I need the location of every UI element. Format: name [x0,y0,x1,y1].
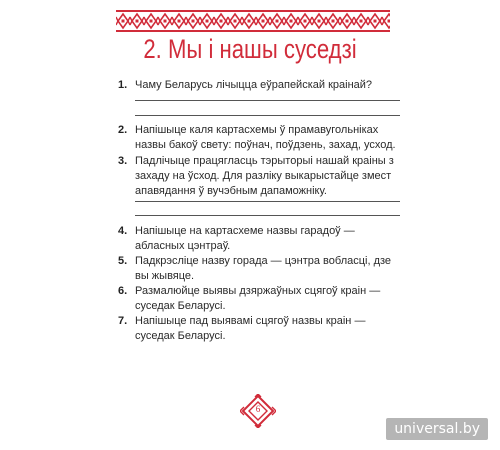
question-text: Напішыце на картасхеме назвы гарадоў — абласных цэнтраў. [135,225,355,252]
ornament-band [116,10,390,32]
question-number: 1. [118,79,128,91]
question-text: Падкрэсліце назву горада — цэнтра вобласці, дзе вы жывяце. [135,255,392,282]
question-number: 7. [118,315,128,327]
question-text: Размалюйце выявы дзяржаўных сцягоў краін — суседак Беларусі. [135,285,381,312]
question-text: Напішыце каля картасхемы ў прамавугольніках назвы бакоў свету: поўнач, поўдзень, захад, усход. [135,124,396,151]
question-number: 6. [118,285,128,297]
question-number: 4. [118,225,128,237]
question-number: 5. [118,255,128,267]
page-title: 2. Мы і нашы суседзі [143,34,357,64]
question-number: 3. [118,155,128,167]
question-text: Напішыце пад выявамі сцягоў назвы краін — суседак Беларусі. [135,315,366,342]
page-number-emblem [240,394,276,428]
ornament-pattern [116,10,390,32]
question-text: Падлічыце працягласць тэрыторыі нашай краіны з захаду на ўсход. Для разліку выкарыстайце змест апавядання ў вучэбным дапаможніку. [135,155,394,197]
answer-line[interactable] [135,100,400,101]
answer-line[interactable] [135,115,400,116]
answer-line[interactable] [135,201,400,202]
question-text: Чаму Беларусь лічыцца еўрапейскай краінай? [135,79,373,91]
answer-line[interactable] [135,215,400,216]
page-number: 6 [255,404,261,414]
question-number: 2. [118,124,128,136]
watermark-label: universal.by [386,418,488,440]
